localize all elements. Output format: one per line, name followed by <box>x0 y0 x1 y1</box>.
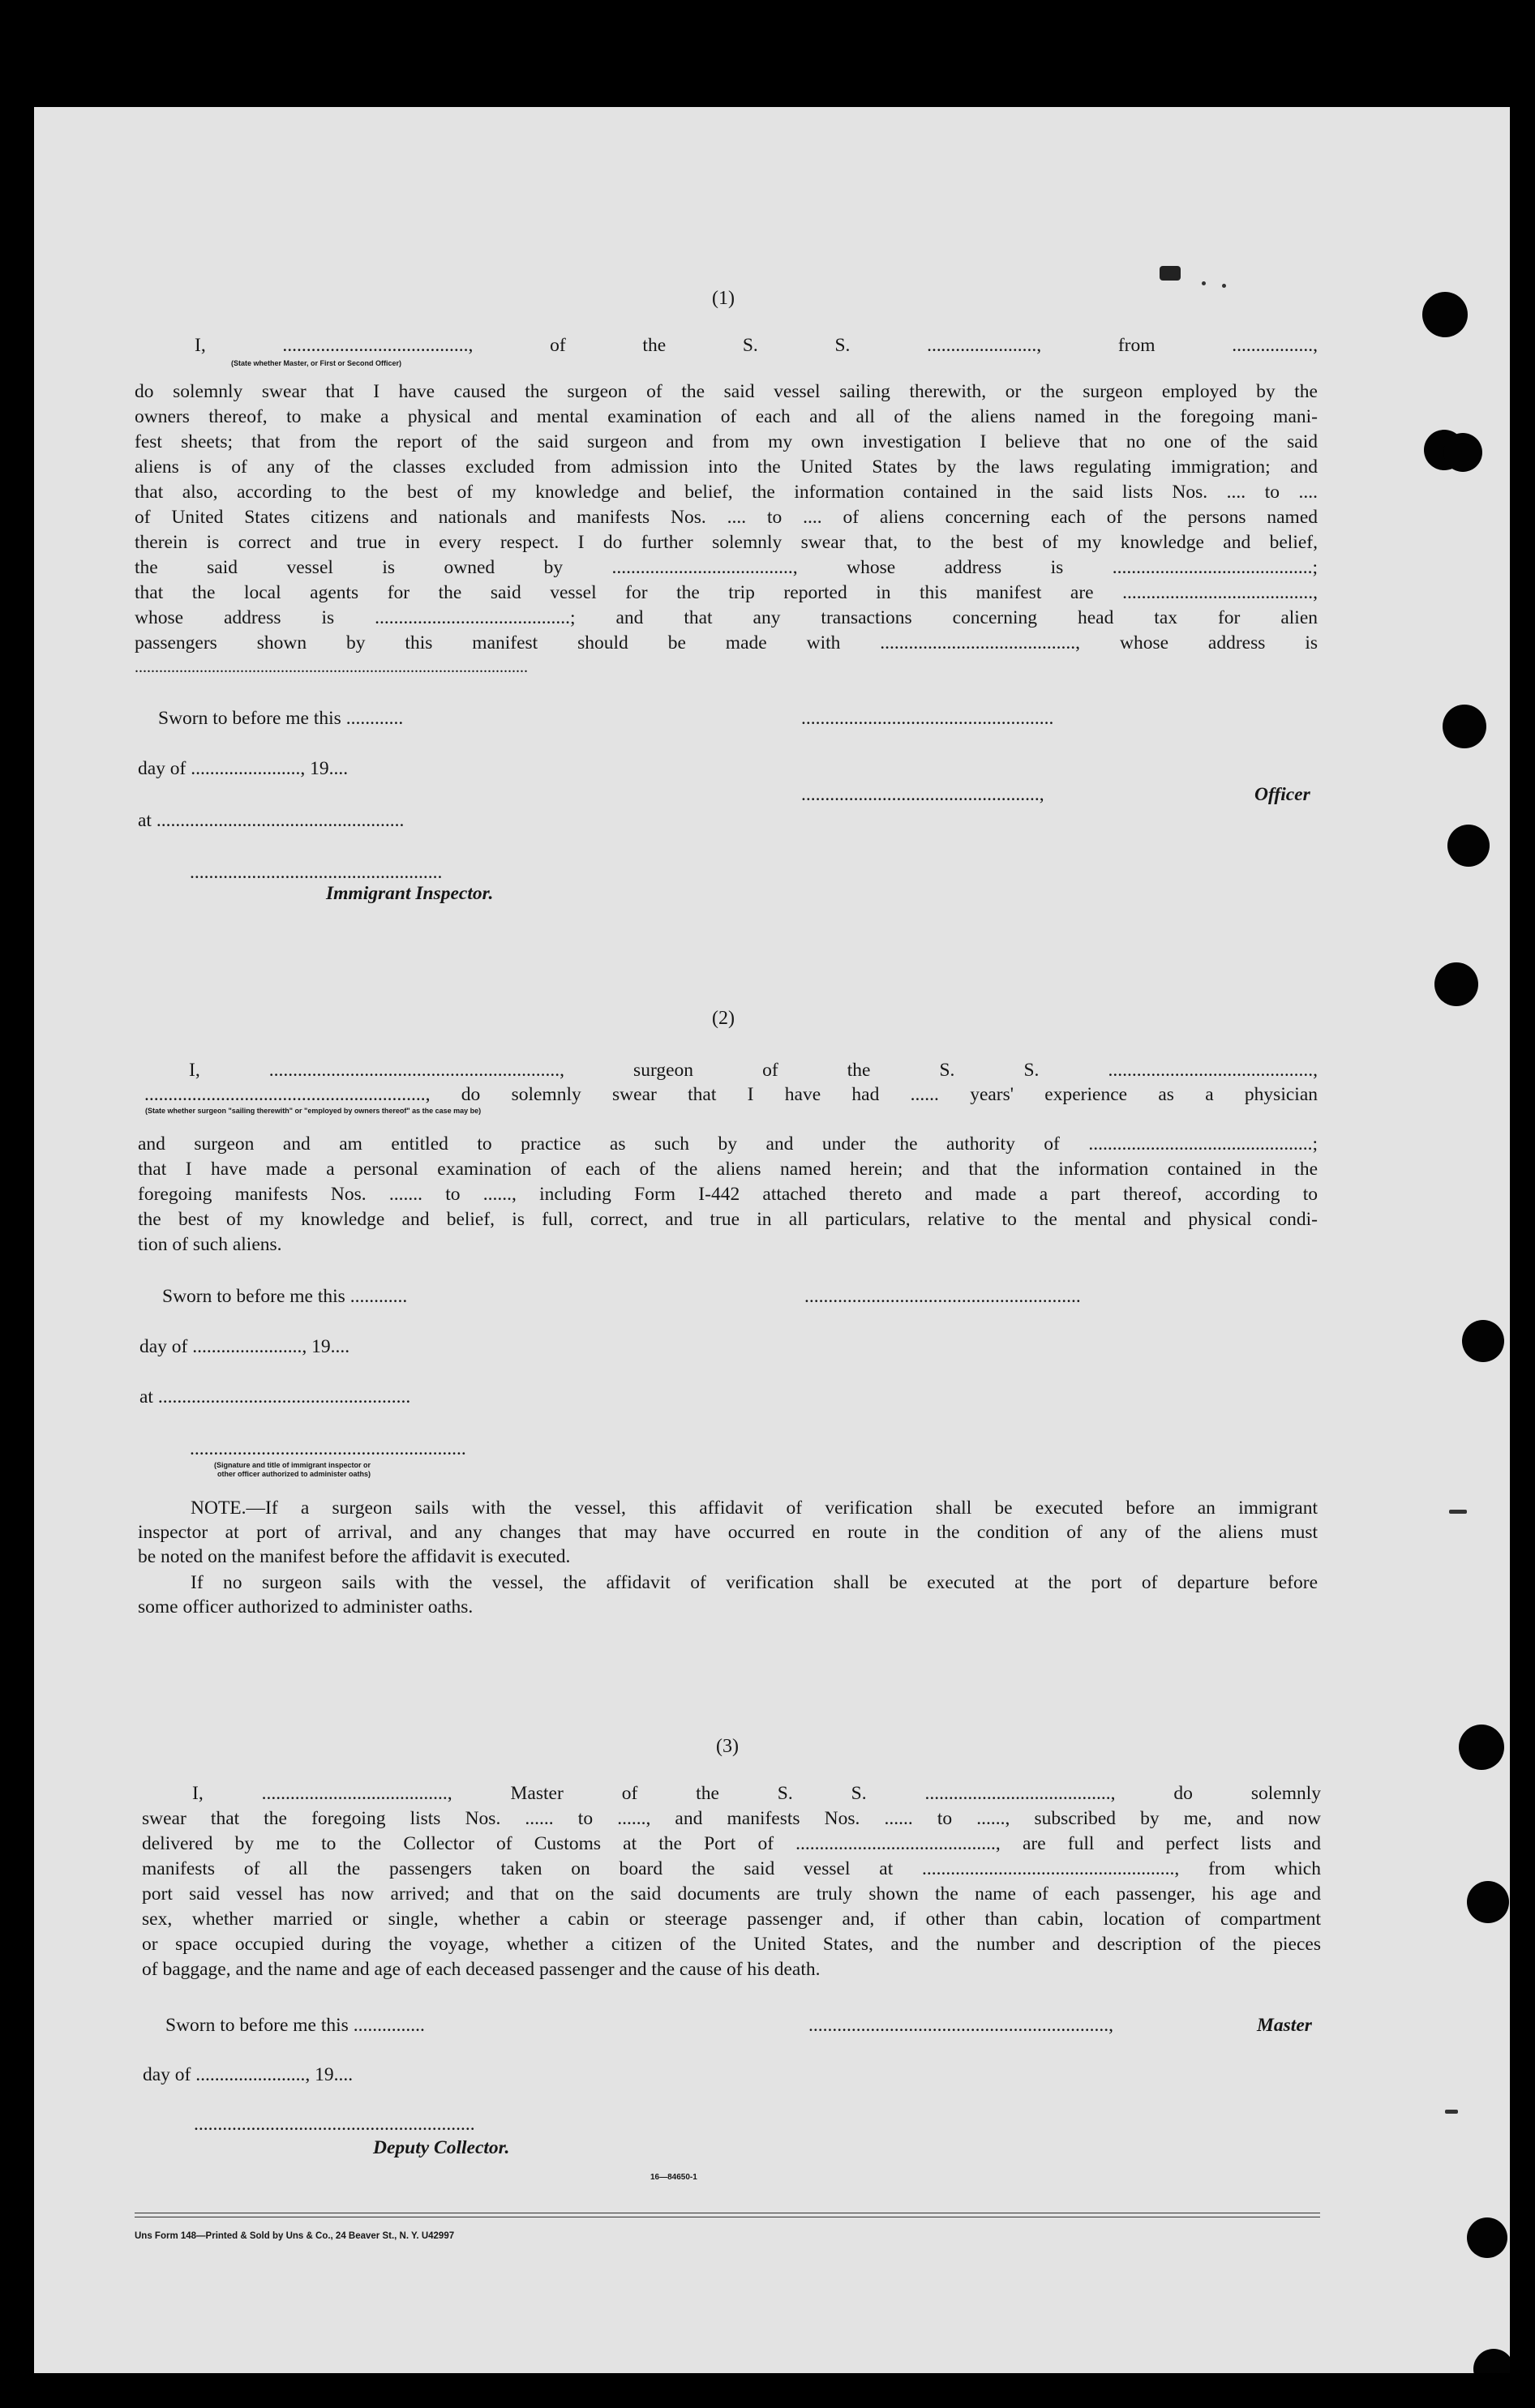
section-1-text-line: of United States citizens and nationals and manifests Nos. .... to .... of aliens concerning each of the persons named <box>135 507 1318 528</box>
section-3-text-line: delivered by me to the Collector of Customs at the Port of .........................................., are full and perfect lists and <box>142 1833 1321 1854</box>
section-2-note2-line: If no surgeon sails with the vessel, the affidavit of verification shall be executed at the port of departure before <box>191 1572 1318 1593</box>
binder-hole <box>1473 2349 1510 2373</box>
section-2-note-line: NOTE.—If a surgeon sails with the vessel, this affidavit of verification shall be executed before an immigrant <box>191 1498 1318 1519</box>
section-2-day-line: day of ......................., 19.... <box>139 1336 350 1357</box>
section-3-text-line: port said vessel has now arrived; and that on the said documents are truly shown the name of each passenger, his age and <box>142 1883 1321 1905</box>
section-3-line-1: I, ......................................., Master of the S. S. ......................................., do solemnly <box>192 1783 1321 1804</box>
ink-spot <box>1449 1510 1467 1514</box>
section-2-at-line: at ..................................................... <box>139 1386 411 1408</box>
form-code: 16—84650-1 <box>650 2173 697 2182</box>
section-1-text-line: the said vessel is owned by ......................................, whose address is ..........................................; <box>135 557 1318 578</box>
section-1-text-line: fest sheets; that from the report of the said surgeon and from my own investigation I believe that no one of the said <box>135 431 1318 452</box>
section-2-note2-last-line: some officer authorized to administer oaths. <box>138 1596 474 1617</box>
ink-spot <box>1202 281 1206 285</box>
section-2-line-2: ..........................................................., do solemnly swear that I have had ...... years' experience as a physician <box>144 1084 1318 1105</box>
section-1-text-line: that the local agents for the said vessel for the trip reported in this manifest are ........................................, <box>135 582 1318 603</box>
binder-hole <box>1467 2217 1507 2258</box>
section-1-address-dots: ................................................................................................. <box>135 658 528 676</box>
section-2-sworn-label: Sworn to before me this ............ <box>162 1286 408 1307</box>
section-2-line-1: I, ............................................................., surgeon of the S. S. ..........................................., <box>189 1060 1318 1081</box>
section-1-text-line: owners thereof, to make a physical and mental examination of each and all of the aliens named in the foregoing mani- <box>135 406 1318 427</box>
binder-hole <box>1443 705 1486 748</box>
section-1-at-line: at .................................................... <box>138 810 405 831</box>
section-3-number: (3) <box>716 1736 739 1757</box>
section-3-text-line: or space occupied during the voyage, whether a citizen of the United States, and the number and description of the pieces <box>142 1934 1321 1955</box>
section-2-text-line: the best of my knowledge and belief, is full, correct, and true in all particulars, relative to the mental and physical condi- <box>138 1209 1318 1230</box>
section-3-text-line: sex, whether married or single, whether a cabin or steerage passenger and, if other than cabin, location of compartment <box>142 1909 1321 1930</box>
section-2-note-line: inspector at port of arrival, and any changes that may have occurred en route in the condition of any of the aliens must <box>138 1522 1318 1543</box>
binder-hole <box>1467 1881 1509 1923</box>
section-2-text-line: foregoing manifests Nos. ....... to ......, including Form I-442 attached thereto and made a part thereof, according to <box>138 1184 1318 1205</box>
section-1-text-line: passengers shown by this manifest should be made with ........................................., whose address is <box>135 632 1318 653</box>
section-2-signature-dots: .......................................................... <box>190 1438 466 1459</box>
section-3-collector-dots: ........................................................... <box>194 2114 475 2135</box>
section-3-day-line: day of ......................., 19.... <box>143 2064 354 2085</box>
section-1-text-line: whose address is .........................................; and that any transactions concerning head tax for alien <box>135 607 1318 628</box>
document-page <box>34 107 1510 2373</box>
section-1-text-line: do solemnly swear that I have caused the surgeon of the said vessel sailing therewith, or the surgeon employed by the <box>135 381 1318 402</box>
section-1-inspector-label: Immigrant Inspector. <box>326 883 494 904</box>
section-1-officer-dots: .................................................., <box>801 784 1044 805</box>
binder-hole <box>1462 1320 1504 1362</box>
section-1-sworn-signature-line: ..................................................... <box>801 708 1054 729</box>
section-2-surgeon-note: (State whether surgeon "sailing therewith" or "employed by owners thereof" as the case may be) <box>145 1107 482 1115</box>
ink-spot <box>1160 266 1181 281</box>
ink-spot <box>1222 284 1226 288</box>
section-3-collector-label: Deputy Collector. <box>373 2137 510 2158</box>
section-3-text-line: swear that the foregoing lists Nos. ...... to ......, and manifests Nos. ...... to ......, subscribed by me, and now <box>142 1808 1321 1829</box>
section-2-text-line: that I have made a personal examination of each of the aliens named herein; and that the information contained in the <box>138 1159 1318 1180</box>
section-2-text-last-line: tion of such aliens. <box>138 1234 282 1255</box>
section-1-officer-note: (State whether Master, or First or Second Officer) <box>231 359 402 367</box>
section-2-note-last-line: be noted on the manifest before the affidavit is executed. <box>138 1546 571 1567</box>
section-1-officer-label: Officer <box>1254 784 1310 805</box>
section-3-text-line: manifests of all the passengers taken on board the said vessel at ....................................................., from which <box>142 1858 1321 1879</box>
binder-hole <box>1443 433 1482 472</box>
printer-footer: Uns Form 148—Printed & Sold by Uns & Co., 24 Beaver St., N. Y. U42997 <box>135 2231 455 2241</box>
section-2-number: (2) <box>712 1008 735 1029</box>
section-3-sworn-label: Sworn to before me this ............... <box>165 2015 425 2036</box>
ink-spot <box>1445 2110 1458 2114</box>
section-2-text-line: and surgeon and am entitled to practice as such by and under the authority of ...............................................; <box>138 1133 1318 1155</box>
binder-hole <box>1422 292 1468 337</box>
section-3-text-last-line: of baggage, and the name and age of each deceased passenger and the cause of his death. <box>142 1959 821 1980</box>
section-1-text-line: that also, according to the best of my knowledge and belief, the information contained in the said lists Nos. .... to .... <box>135 482 1318 503</box>
section-1-text-line: therein is correct and true in every respect. I do further solemnly swear that, to the best of my knowledge and belief, <box>135 532 1318 553</box>
section-3-master-dots: ..............................................................., <box>808 2015 1113 2036</box>
binder-hole <box>1434 962 1478 1006</box>
binder-hole <box>1459 1725 1504 1770</box>
section-1-number: (1) <box>712 288 735 309</box>
section-1-inspector-dots: ..................................................... <box>190 862 443 883</box>
section-2-signature-note: other officer authorized to administer oaths) <box>217 1470 371 1478</box>
section-2-sworn-signature-line: .......................................................... <box>804 1286 1081 1307</box>
section-1-line-1: I, ......................................., of the S. S. ......................., from ................., <box>195 335 1318 356</box>
binder-hole <box>1447 825 1490 867</box>
section-1-day-line: day of ......................., 19.... <box>138 758 349 779</box>
section-1-text-line: aliens is of any of the classes excluded from admission into the United States by the laws regulating immigration; and <box>135 456 1318 478</box>
section-2-signature-note: (Signature and title of immigrant inspector or <box>214 1461 371 1469</box>
section-1-sworn-label: Sworn to before me this ............ <box>158 708 404 729</box>
section-3-master-label: Master <box>1257 2015 1312 2036</box>
